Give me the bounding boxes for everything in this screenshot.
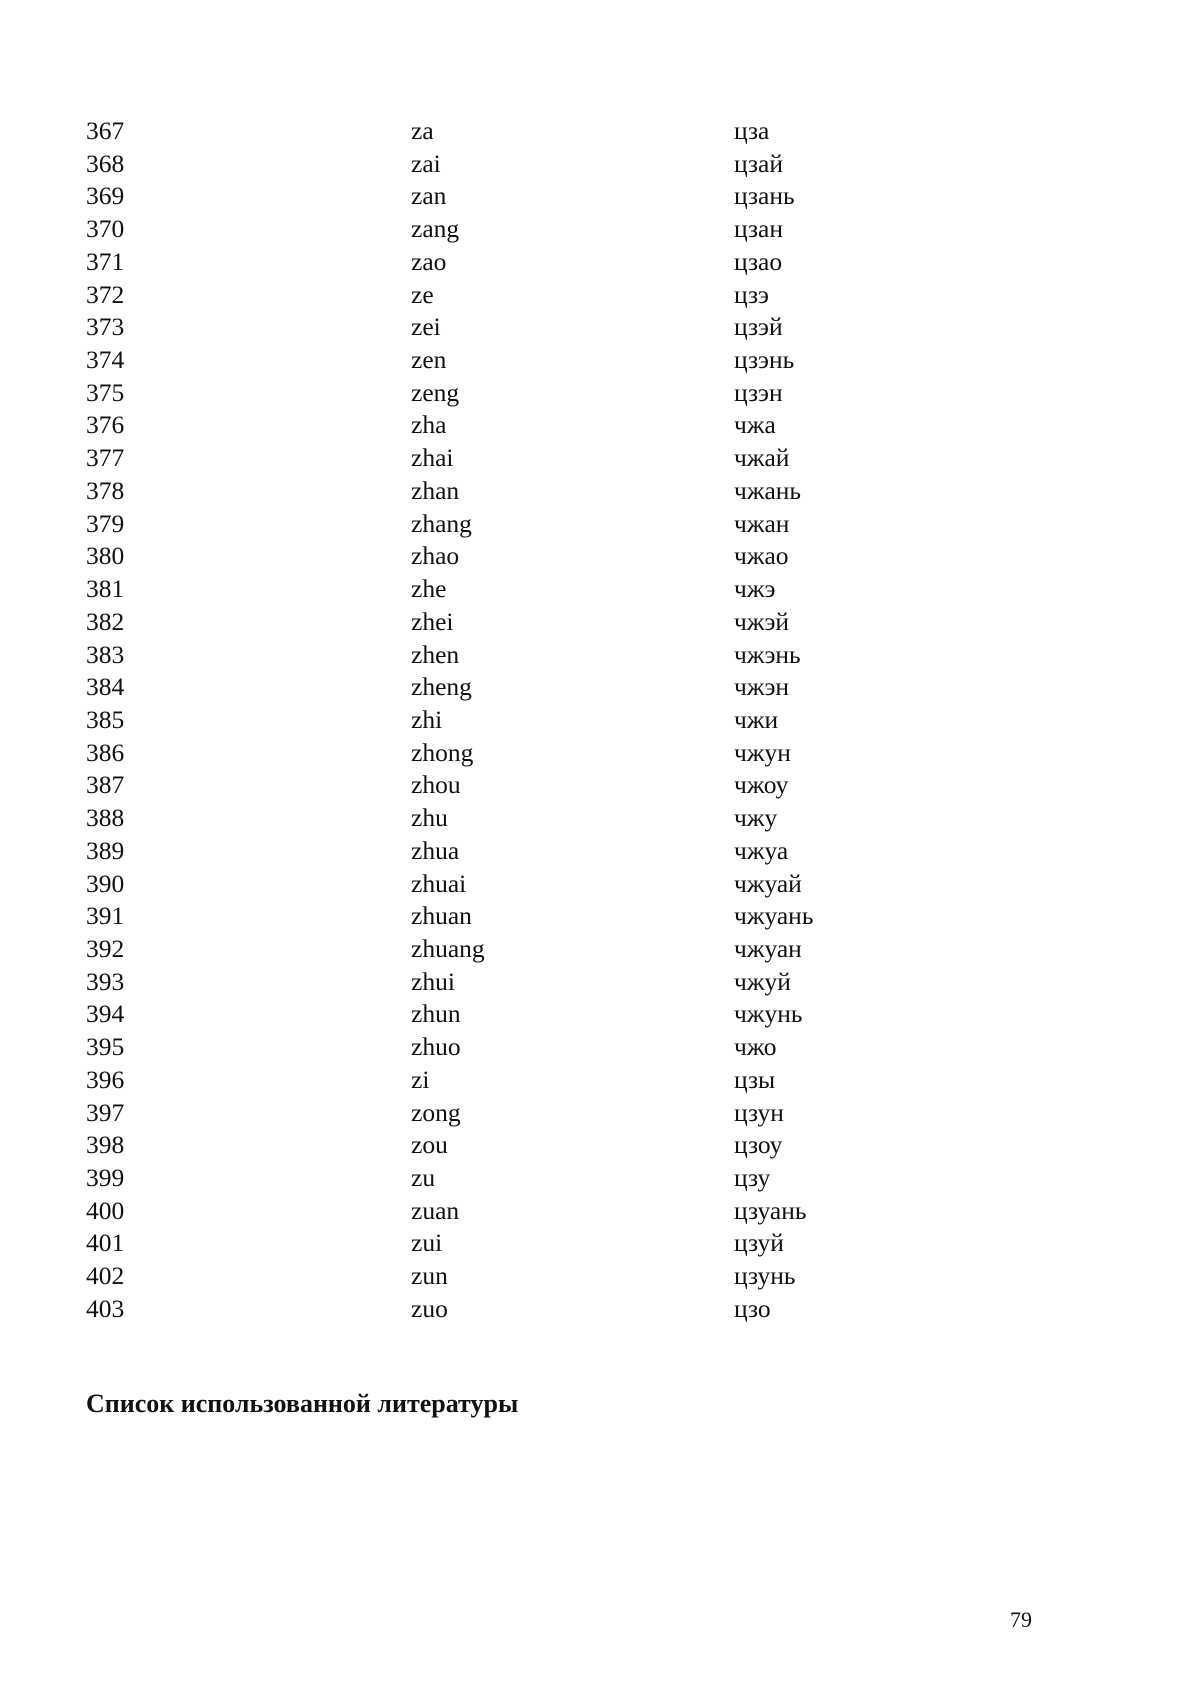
pinyin-syllable: zhai bbox=[411, 443, 454, 473]
cyrillic-transcription: чжэ bbox=[734, 574, 776, 604]
row-number: 368 bbox=[86, 148, 125, 178]
cyrillic-transcription: цзан bbox=[734, 214, 783, 244]
row-number: 372 bbox=[86, 279, 125, 309]
cyrillic-transcription: цзунь bbox=[734, 1261, 796, 1291]
table-row bbox=[86, 148, 1086, 181]
cyrillic-transcription: цзао bbox=[734, 246, 783, 276]
row-number: 389 bbox=[86, 835, 125, 865]
cyrillic-transcription: цзо bbox=[734, 1293, 771, 1323]
pinyin-syllable: zhua bbox=[411, 835, 460, 865]
row-number: 375 bbox=[86, 377, 125, 407]
table-row bbox=[86, 737, 1086, 770]
cyrillic-transcription: цзуань bbox=[734, 1195, 807, 1225]
pinyin-syllable: zui bbox=[411, 1228, 443, 1258]
cyrillic-transcription: чжуа bbox=[734, 835, 789, 865]
row-number: 398 bbox=[86, 1130, 125, 1160]
cyrillic-transcription: чжуй bbox=[734, 966, 791, 996]
row-number: 376 bbox=[86, 410, 125, 440]
pinyin-syllable: zhei bbox=[411, 606, 454, 636]
table-row bbox=[86, 1064, 1086, 1097]
table-row bbox=[86, 409, 1086, 442]
page-number: 79 bbox=[1010, 1607, 1032, 1632]
table-row bbox=[86, 377, 1086, 410]
pinyin-syllable: zhuo bbox=[411, 1032, 461, 1062]
pinyin-syllable: zha bbox=[411, 410, 447, 440]
row-number: 380 bbox=[86, 541, 125, 571]
cyrillic-transcription: цзун bbox=[734, 1097, 784, 1127]
pinyin-syllable: zao bbox=[411, 246, 447, 276]
cyrillic-transcription: цзуй bbox=[734, 1228, 784, 1258]
table-row bbox=[86, 246, 1086, 279]
cyrillic-transcription: цзэн bbox=[734, 377, 783, 407]
table-row bbox=[86, 933, 1086, 966]
row-number: 370 bbox=[86, 214, 125, 244]
cyrillic-transcription: чжуан bbox=[734, 933, 802, 963]
table-row bbox=[86, 998, 1086, 1031]
table-row bbox=[86, 1097, 1086, 1130]
row-number: 402 bbox=[86, 1261, 125, 1291]
cyrillic-transcription: цзэ bbox=[734, 279, 769, 309]
row-number: 396 bbox=[86, 1064, 125, 1094]
row-number: 383 bbox=[86, 639, 125, 669]
cyrillic-transcription: чжуай bbox=[734, 868, 802, 898]
pinyin-syllable: zhan bbox=[411, 475, 460, 505]
table-row bbox=[86, 311, 1086, 344]
pinyin-syllable: zhen bbox=[411, 639, 460, 669]
row-number: 393 bbox=[86, 966, 125, 996]
row-number: 391 bbox=[86, 901, 125, 931]
row-number: 374 bbox=[86, 345, 125, 375]
pinyin-syllable: zong bbox=[411, 1097, 461, 1127]
row-number: 403 bbox=[86, 1293, 125, 1323]
table-row bbox=[86, 900, 1086, 933]
row-number: 394 bbox=[86, 999, 125, 1029]
pinyin-syllable: zhuai bbox=[411, 868, 467, 898]
pinyin-syllable: zheng bbox=[411, 672, 472, 702]
cyrillic-transcription: цзоу bbox=[734, 1130, 783, 1160]
cyrillic-transcription: чжо bbox=[734, 1032, 777, 1062]
cyrillic-transcription: чжэй bbox=[734, 606, 790, 636]
cyrillic-transcription: цзу bbox=[734, 1163, 771, 1192]
row-number: 386 bbox=[86, 737, 125, 767]
table-row bbox=[86, 966, 1086, 999]
transliteration-table bbox=[86, 115, 1086, 1326]
pinyin-syllable: zhu bbox=[411, 803, 448, 833]
table-row bbox=[86, 671, 1086, 704]
row-number: 384 bbox=[86, 672, 125, 702]
row-number: 388 bbox=[86, 803, 125, 833]
table-row bbox=[86, 1227, 1086, 1260]
row-number: 378 bbox=[86, 475, 125, 505]
table-row bbox=[86, 868, 1086, 901]
table-row bbox=[86, 1129, 1086, 1162]
cyrillic-transcription: цза bbox=[734, 116, 770, 145]
row-number: 369 bbox=[86, 181, 125, 211]
row-number: 371 bbox=[86, 246, 125, 276]
pinyin-syllable: zhang bbox=[411, 508, 472, 538]
table-row bbox=[86, 344, 1086, 377]
pinyin-syllable: zan bbox=[411, 181, 447, 211]
pinyin-syllable: zhi bbox=[411, 704, 443, 734]
pinyin-syllable: zhou bbox=[411, 770, 461, 800]
pinyin-syllable: zuan bbox=[411, 1195, 460, 1225]
table-row bbox=[86, 769, 1086, 802]
table-row bbox=[86, 279, 1086, 312]
cyrillic-transcription: чжоу bbox=[734, 770, 789, 800]
pinyin-syllable: zhuang bbox=[411, 933, 485, 963]
cyrillic-transcription: цзы bbox=[734, 1064, 776, 1094]
table-row bbox=[86, 1195, 1086, 1228]
cyrillic-transcription: чжан bbox=[734, 508, 790, 538]
table-row bbox=[86, 540, 1086, 573]
row-number: 390 bbox=[86, 868, 125, 898]
row-number: 381 bbox=[86, 574, 125, 604]
table-row bbox=[86, 835, 1086, 868]
table-row bbox=[86, 213, 1086, 246]
row-number: 367 bbox=[86, 116, 125, 145]
row-number: 377 bbox=[86, 443, 125, 473]
table-row bbox=[86, 606, 1086, 639]
row-number: 399 bbox=[86, 1163, 125, 1192]
table-row bbox=[86, 639, 1086, 672]
pinyin-syllable: zu bbox=[411, 1163, 436, 1192]
cyrillic-transcription: чжунь bbox=[734, 999, 803, 1029]
pinyin-syllable: zei bbox=[411, 312, 441, 342]
pinyin-syllable: za bbox=[411, 116, 434, 145]
cyrillic-transcription: чжэнь bbox=[734, 639, 801, 669]
cyrillic-transcription: чжуань bbox=[734, 901, 814, 931]
table-row bbox=[86, 475, 1086, 508]
table-row bbox=[86, 180, 1086, 213]
table-row bbox=[86, 704, 1086, 737]
cyrillic-transcription: чжу bbox=[734, 803, 778, 833]
cyrillic-transcription: чжун bbox=[734, 737, 791, 767]
pinyin-syllable: zeng bbox=[411, 377, 460, 407]
cyrillic-transcription: чжао bbox=[734, 541, 789, 571]
section-heading: Список использованной литературы bbox=[86, 1389, 519, 1418]
cyrillic-transcription: цзай bbox=[734, 148, 783, 178]
row-number: 385 bbox=[86, 704, 125, 734]
cyrillic-transcription: чжай bbox=[734, 443, 790, 473]
pinyin-syllable: zang bbox=[411, 214, 460, 244]
pinyin-syllable: zhao bbox=[411, 541, 460, 571]
pinyin-syllable: zhui bbox=[411, 966, 455, 996]
pinyin-syllable: zuo bbox=[411, 1293, 448, 1323]
row-number: 379 bbox=[86, 508, 125, 538]
cyrillic-transcription: чжи bbox=[734, 704, 779, 734]
table-row bbox=[86, 115, 1086, 148]
row-number: 400 bbox=[86, 1195, 125, 1225]
row-number: 401 bbox=[86, 1228, 125, 1258]
cyrillic-transcription: чжа bbox=[734, 410, 776, 440]
pinyin-syllable: ze bbox=[411, 279, 434, 309]
pinyin-syllable: zhe bbox=[411, 574, 447, 604]
row-number: 382 bbox=[86, 606, 125, 636]
cyrillic-transcription: цзань bbox=[734, 181, 795, 211]
table-row bbox=[86, 1293, 1086, 1326]
pinyin-syllable: zhun bbox=[411, 999, 461, 1029]
table-row bbox=[86, 508, 1086, 541]
table-row bbox=[86, 1162, 1086, 1195]
table-row bbox=[86, 802, 1086, 835]
row-number: 392 bbox=[86, 933, 125, 963]
pinyin-syllable: zun bbox=[411, 1261, 448, 1291]
row-number: 395 bbox=[86, 1032, 125, 1062]
row-number: 373 bbox=[86, 312, 125, 342]
cyrillic-transcription: цзэй bbox=[734, 312, 783, 342]
pinyin-syllable: zen bbox=[411, 345, 447, 375]
cyrillic-transcription: цзэнь bbox=[734, 345, 795, 375]
cyrillic-transcription: чжэн bbox=[734, 672, 790, 702]
row-number: 387 bbox=[86, 770, 125, 800]
row-number: 397 bbox=[86, 1097, 125, 1127]
cyrillic-transcription: чжань bbox=[734, 475, 802, 505]
table-row bbox=[86, 573, 1086, 606]
pinyin-syllable: zai bbox=[411, 148, 441, 178]
pinyin-syllable: zou bbox=[411, 1130, 448, 1160]
pinyin-syllable: zi bbox=[411, 1064, 430, 1094]
table-row bbox=[86, 1260, 1086, 1293]
pinyin-syllable: zhong bbox=[411, 737, 474, 767]
pinyin-syllable: zhuan bbox=[411, 901, 472, 931]
table-row bbox=[86, 442, 1086, 475]
table-row bbox=[86, 1031, 1086, 1064]
